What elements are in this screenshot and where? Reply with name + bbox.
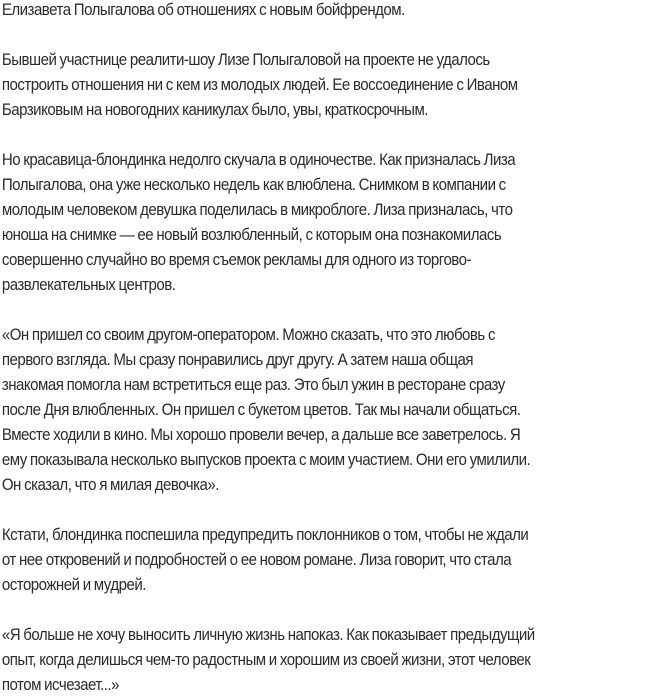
text-line: «Он пришел со своим другом-оператором. Можно сказать, что это любовь с <box>1 326 495 344</box>
article-title <box>2 0 670 23</box>
text-line: знакомая помогла нам встретиться еще раз. Это был ужин в ресторане сразу <box>1 376 505 394</box>
paragraph-4 <box>2 523 670 598</box>
text-line: молодым человеком девушка поделилась в микроблоге. Лиза призналась, что <box>1 201 513 219</box>
text-line: построить отношения ни с кем из молодых людей. Ее воссоединение с Иваном <box>1 76 518 94</box>
paragraph-2 <box>2 148 670 298</box>
text-line: Кстати, блондинка поспешила предупредить поклонников о том, чтобы не ждали <box>1 526 529 544</box>
text-line: Барзиковым на новогодних каникулах было, увы, краткосрочным. <box>1 101 428 119</box>
text-line: потом исчезает...» <box>1 676 119 694</box>
text-line: юноша на снимке — ее новый возлюбленный, с которым она познакомилась <box>1 226 502 244</box>
text-line: Бывшей участнице реалити-шоу Лизе Полыгаловой на проекте не удалось <box>1 51 490 69</box>
text-line: Вместе ходили в кино. Мы хорошо провели вечер, а дальше все заветрелось. Я <box>1 426 521 444</box>
text-line: Но красавица-блондинка недолго скучала в одиночестве. Как призналась Лиза <box>1 151 516 169</box>
text-line: первого взгляда. Мы сразу понравились друг другу. А затем наша общая <box>1 351 474 369</box>
text-line: после Дня влюбленных. Он пришел с букетом цветов. Так мы начали общаться. <box>1 401 521 419</box>
text-line: «Я больше не хочу выносить личную жизнь напоказ. Как показывает предыдущий <box>1 626 535 644</box>
text-line: от нее откровений и подробностей о ее новом романе. Лиза говорит, что стала <box>1 551 512 569</box>
paragraph-3-quote <box>2 323 670 498</box>
text-line: совершенно случайно во время съемок рекламы для одного из торгово- <box>1 251 471 269</box>
paragraph-1 <box>2 48 670 123</box>
text-line: ему показывала несколько выпусков проекта с моим участием. Они его умилили. <box>1 451 531 469</box>
text-line: Он сказал, что я милая девочка». <box>1 476 219 494</box>
text-line: Елизавета Полыгалова об отношениях с новым бойфрендом. <box>1 1 405 19</box>
text-line: Полыгалова, она уже несколько недель как влюблена. Снимком в компании с <box>1 176 506 194</box>
text-line: развлекательных центров. <box>1 276 176 294</box>
text-line: осторожней и мудрей. <box>1 576 146 594</box>
text-line: опыт, когда делишься чем-то радостным и хорошим из своей жизни, этот человек <box>1 651 531 669</box>
